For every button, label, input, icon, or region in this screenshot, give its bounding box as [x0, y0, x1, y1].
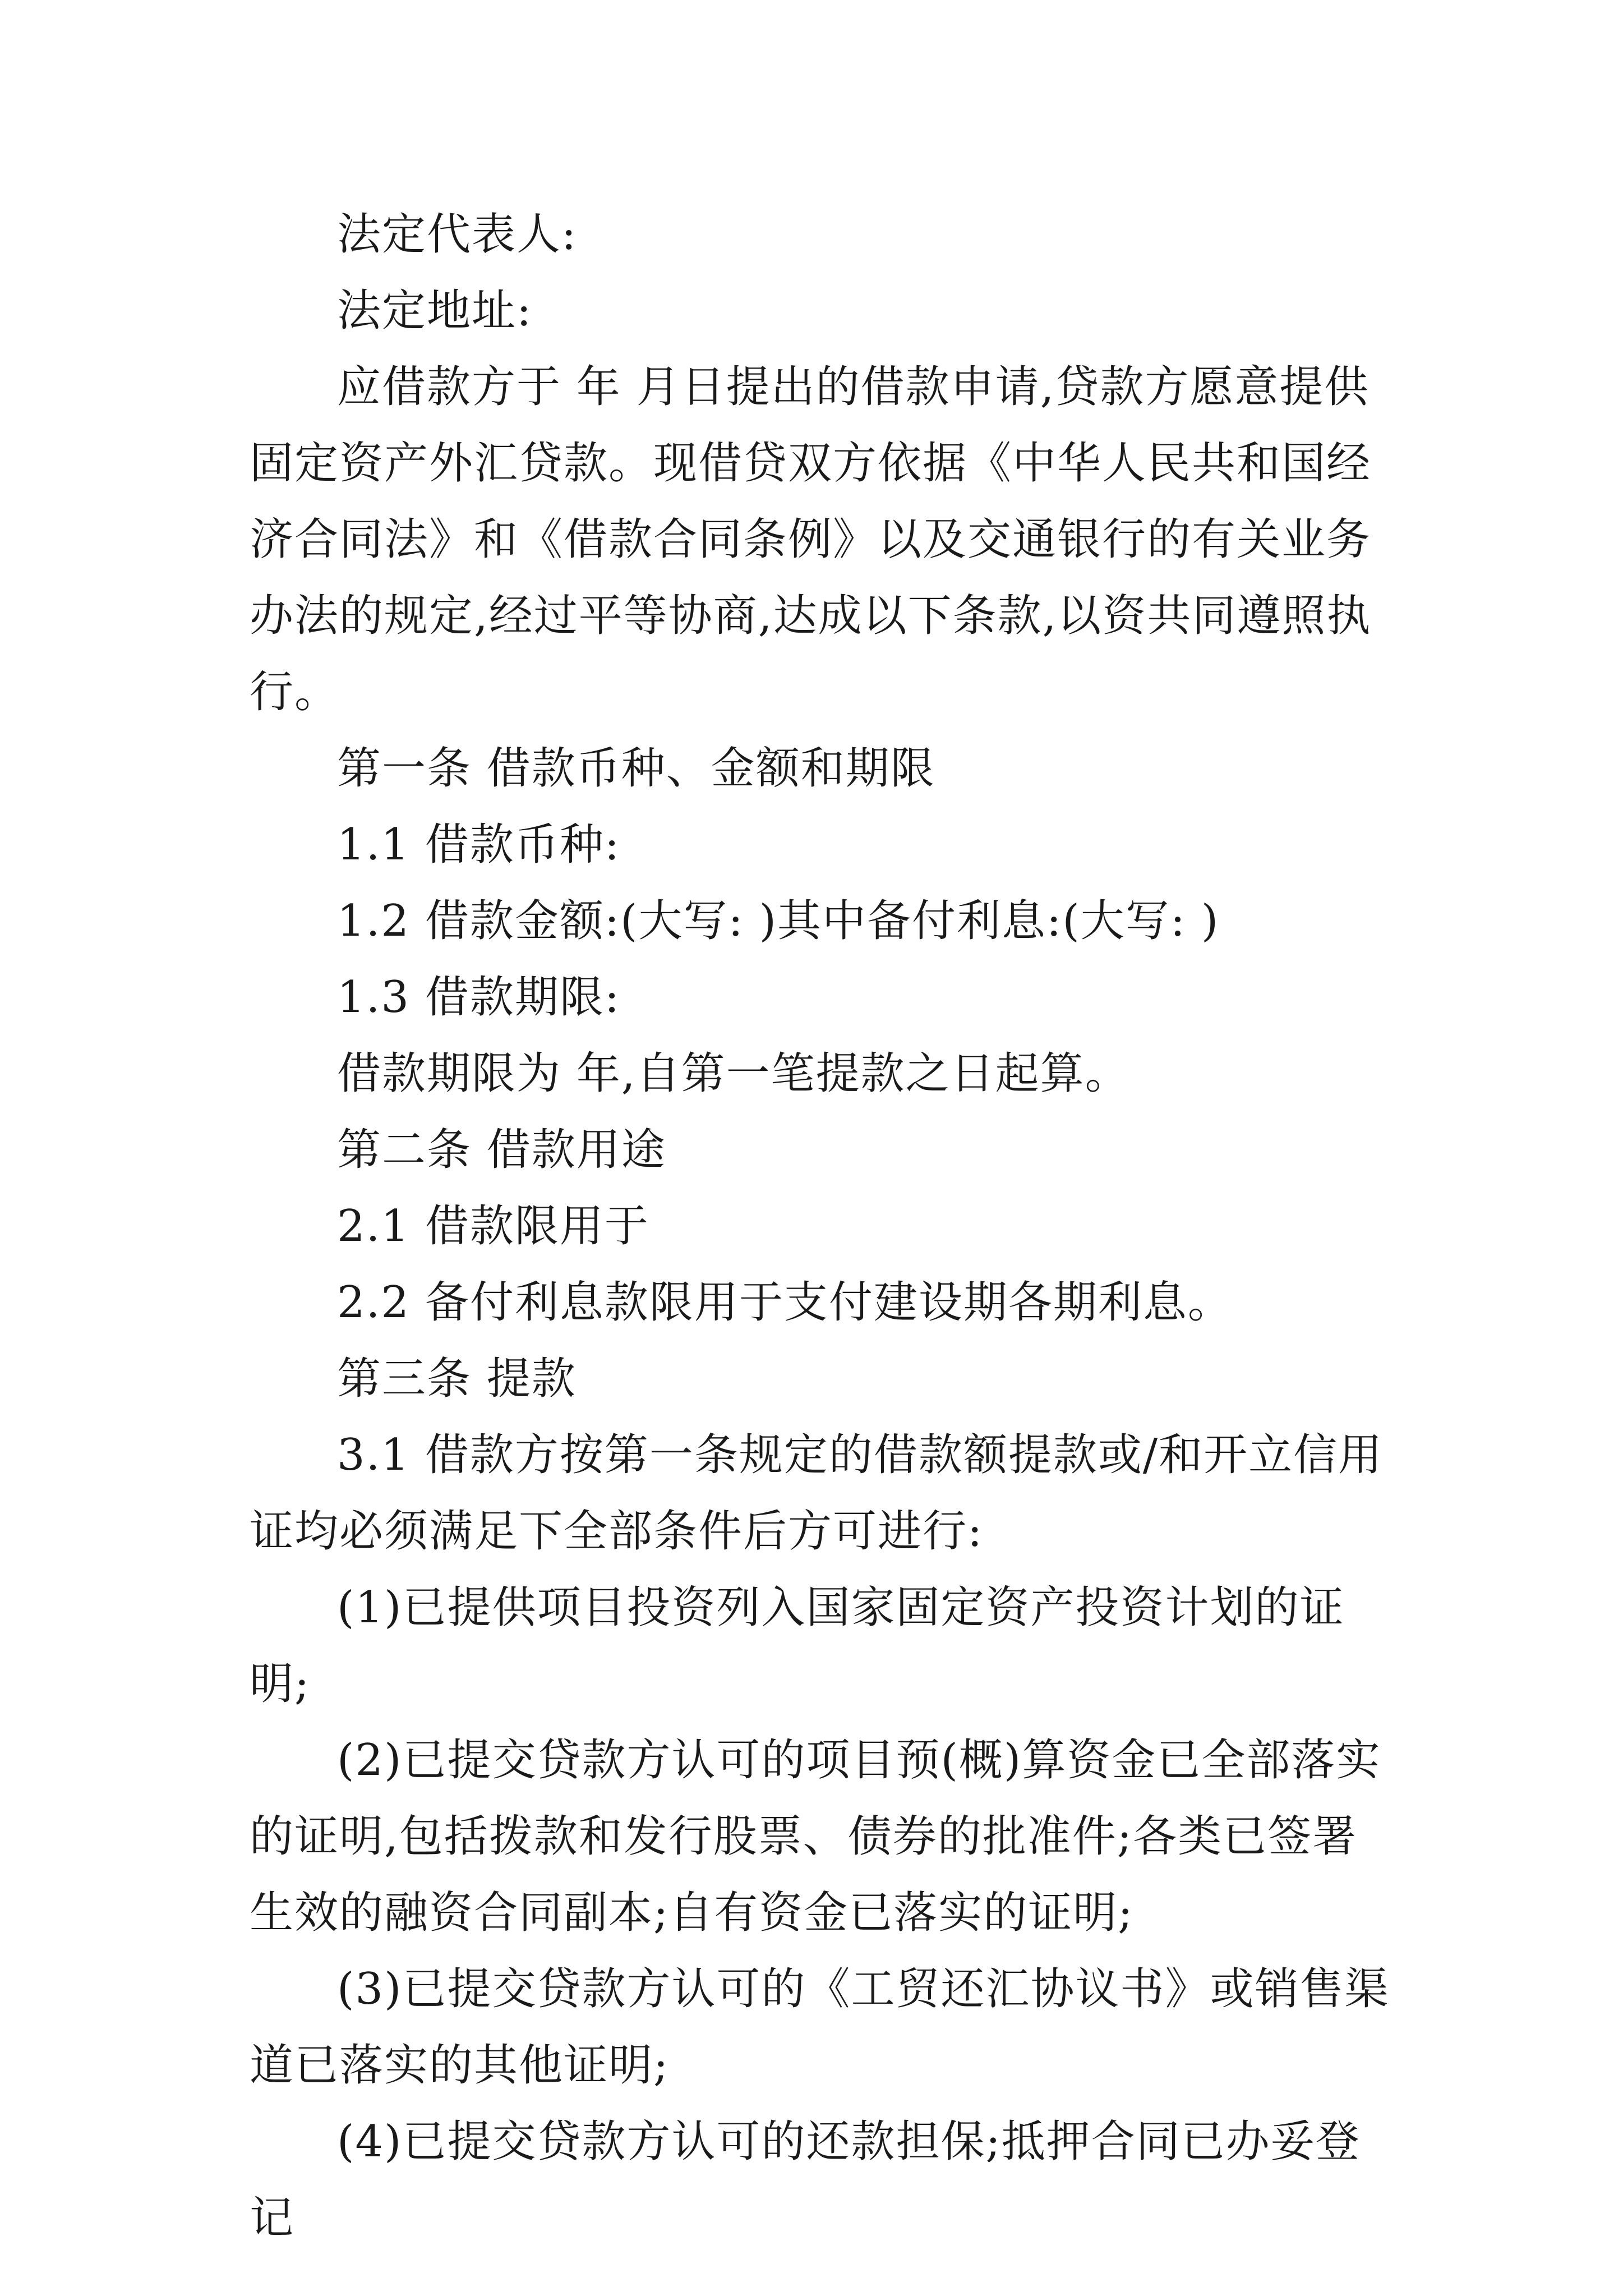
clause-1-1: 1.1 借款币种: — [337, 820, 621, 870]
contract-text-body — [250, 196, 1394, 2256]
legal-address-line: 法定地址: — [337, 286, 533, 336]
article-3-heading: 第三条 提款 — [337, 1354, 577, 1404]
condition-1: (1)已提供项目投资列入国家固定资产投资计划的证明; — [250, 1582, 1345, 1709]
condition-4: (4)已提交贷款方认可的还款担保;抵押合同已办妥登记 — [250, 2116, 1361, 2243]
clause-1-3: 1.3 借款期限: — [337, 972, 621, 1023]
clause-2-2: 2.2 备付利息款限用于支付建设期各期利息。 — [337, 1277, 1233, 1328]
clause-3-1: 3.1 借款方按第一条规定的借款额提款或/和开立信用证均必须满足下全部条件后方可进行: — [250, 1430, 1384, 1557]
clause-2-1: 2.1 借款限用于 — [337, 1201, 649, 1251]
article-2-heading: 第二条 借款用途 — [337, 1125, 666, 1175]
term-detail-line: 借款期限为 年,自第一笔提款之日起算。 — [337, 1048, 1130, 1099]
condition-3: (3)已提交贷款方认可的《工贸还汇协议书》或销售渠道已落实的其他证明; — [250, 1964, 1390, 2091]
condition-2: (2)已提交贷款方认可的项目预(概)算资金已全部落实的证明,包括拨款和发行股票、债券的批准件;各类已签署生效的融资合同副本;自有资金已落实的证明; — [250, 1735, 1381, 1938]
clause-1-2: 1.2 借款金额:(大写: )其中备付利息:(大写: ) — [337, 896, 1220, 946]
preamble-paragraph: 应借款方于 年 月日提出的借款申请,贷款方愿意提供固定资产外汇贷款。现借贷双方依据《中华人民共和国经济合同法》和《借款合同条例》以及交通银行的有关业务办法的规定,经过平等协商,达成以下条款,以资共同遵照执行。 — [250, 362, 1372, 717]
legal-representative-line: 法定代表人: — [337, 209, 578, 260]
article-1-heading: 第一条 借款币种、金额和期限 — [337, 743, 935, 794]
